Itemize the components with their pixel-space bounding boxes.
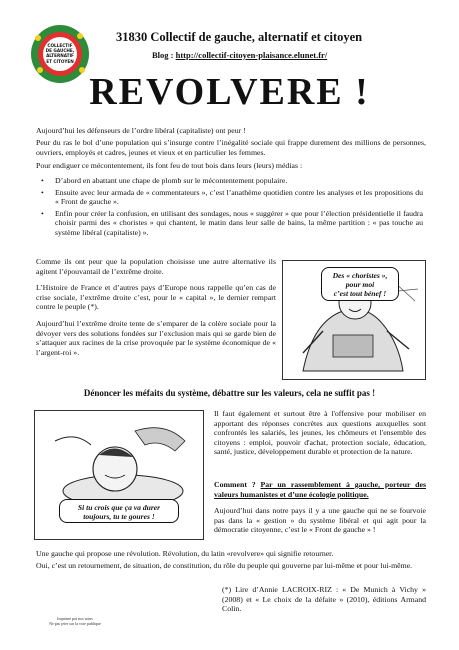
logo-text-line: ALTERNATIF (46, 53, 74, 59)
section-heading: Dénoncer les méfaits du système, débattre sur les valeurs, cela ne suffit pas ! (83, 388, 376, 398)
bullet-list (38, 176, 423, 240)
logo-text-line: ET CITOYEN (46, 58, 74, 64)
print-note (40, 616, 110, 626)
right-paragraph-2 (214, 480, 426, 499)
blog-link[interactable]: http://collectif-citoyen-plaisance.elunet.fr/ (175, 50, 328, 60)
left-paragraph-3: Aujourd’hui l’extrême droite tente de s’emparer de la colère sociale pour la dévoyer vers des solutions fondées sur l’exclusion mais qui se garde bien de s’attaquer aux racines de la crise provoquée par le système économique de « l’argent-roi ». (36, 319, 276, 357)
bubble-line: c’est tout bénef ! (333, 289, 387, 298)
left-paragraph-1: Comme ils ont peur que la population choisisse une autre alternative ils agitent l’épouvantail de l’extrême droite. (36, 257, 276, 276)
logo-text-line: DE GAUCHE, (45, 48, 75, 54)
cartoon-choristers (282, 260, 426, 380)
intro-paragraph-3: Pour endiguer ce mécontentement, ils font feu de tout bois dans leurs (leurs) médias : (36, 161, 303, 170)
intro-paragraph-1: Aujourd’hui les défenseurs de l’ordre libéral (capitaliste) ont peur ! (36, 126, 246, 135)
closing-paragraph-1: Une gauche qui propose une révolution. Révolution, du latin «revolvere» qui signifie retourner. (36, 549, 334, 558)
intro-paragraph-2: Peur du ras le bol d’une population qui s’insurge contre l’inégalité sociale qui frappe durement des millions de personnes, ouvriers, employés et cadres, jeunes et vieux et en particulier les femmes. (36, 138, 426, 157)
right-paragraph-3: Aujourd’hui dans notre pays il y a une gauche qui ne se fourvoie pas dans la « gestion » du système libéral et qui agit pour la démocratie citoyenne, c’est le « Front de gauche » ! (214, 506, 426, 535)
speech-bubble (59, 499, 179, 523)
print-note-line: Imprimé par nos soins (57, 616, 93, 621)
bubble-line: toujours, tu te goures ! (83, 512, 155, 521)
cartoon-melting (34, 410, 204, 540)
organization-name: 31830 Collectif de gauche, alternatif et citoyen (116, 30, 363, 44)
left-paragraph-2: L’Histoire de France et d’autres pays d’Europe nous rappelle qu’en cas de crise sociale, l’extrême droite c’est, pour le « capital », le dernier rempart contre le peuple (*). (36, 283, 276, 312)
blog-line (152, 50, 327, 60)
speech-bubble (321, 267, 399, 301)
logo-text-line: COLLECTIF (47, 43, 73, 48)
bullet-item: • Ensuite avec leur armada de « commentateurs », c’est l’anathème quotidien contre les analyses et les propositions du « Front de gauche ». (38, 188, 423, 207)
bubble-line: pour moi (345, 280, 375, 289)
bubble-line: Si tu crois que ça va durer (77, 503, 161, 512)
bullet-item: • Enfin pour créer la confusion, en utilisant des sondages, nous « suggérer » que pour l’élection présidentielle il faudra choisir parmi des « choristes » qui chantent, le matin dans leur salle de bains, la même partition : « pas touche au système libéral (capitaliste) ». (38, 209, 423, 238)
comment-prefix: Comment ? (214, 480, 261, 489)
right-paragraph-1: Il faut également et surtout être à l'offensive pour mobiliser en apportant des réponses concrètes aux questions auxquelles sont confrontés les salariés, les jeunes, les chômeurs et l'ensemble des citoyens : emploi, pouvoir d'achat, protection sociale, éducation, santé, justice, développement durable et protection de la nature. (214, 409, 426, 457)
footnote: (*) Lire d’Annie LACROIX-RIZ : « De Munich à Vichy » (2008) et « Le choix de la défaite » (2010), éditions Armand Colin. (222, 585, 426, 614)
print-note-line: Ne pas jeter sur la voie publique (49, 621, 101, 626)
blog-label: Blog : (152, 50, 176, 60)
comment-answer: Par un rassemblement à gauche, porteur des valeurs humanistes et d’une écologie politique. (214, 480, 426, 499)
closing-paragraph-2: Oui, c’est un retournement, de situation, de constitution, du rôle du peuple qui gouverne par lui-même et pour lui-même. (36, 561, 413, 570)
bubble-line: Des « choristes », (332, 271, 388, 280)
page-title: REVOLVERE ! (89, 71, 370, 113)
bullet-item: • D’abord en abattant une chape de plomb sur le mécontentement populaire. (38, 176, 423, 186)
